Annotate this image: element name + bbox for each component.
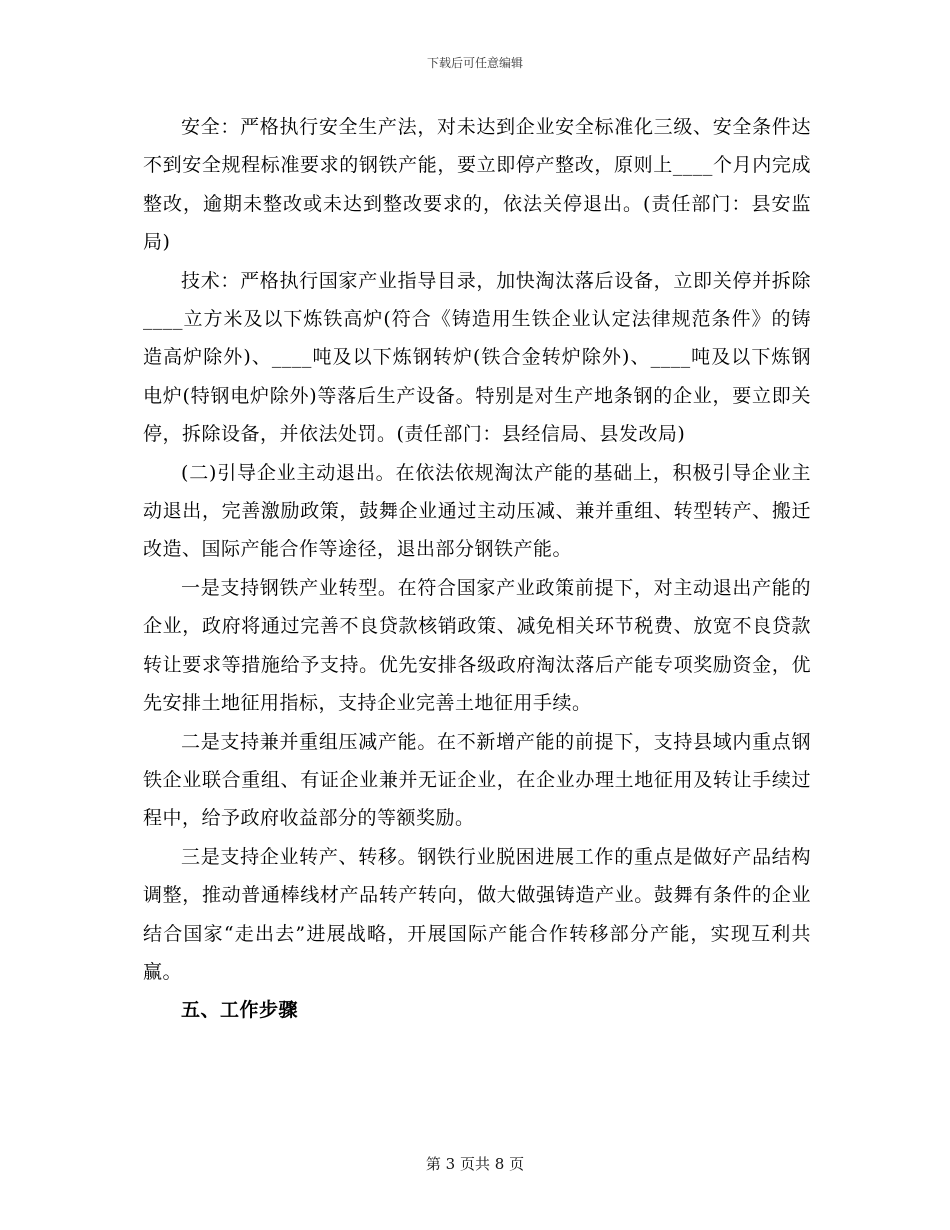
paragraph-support-transfer: 三是支持企业转产、转移。钢铁行业脱困进展工作的重点是做好产品结构调整，推动普通棒线材产品转产转向，做大做强铸造产业。鼓舞有条件的企业结合国家“走出去”进展战略，开展国际产能合作转移部分产能，实现互利共赢。 (143, 845, 811, 983)
paragraph-support-transformation: 一是支持钢铁产业转型。在符合国家产业政策前提下，对主动退出产能的企业，政府将通过完善不良贷款核销政策、减免相关环节税费、放宽不良贷款转让要求等措施给予支持。优先安排各级政府淘汰落后产能专项奖励资金，优先安排土地征用指标，支持企业完善土地征用手续。 (143, 576, 811, 715)
paragraph-support-merger: 二是支持兼并重组压减产能。在不新增产能的前提下，支持县域内重点钢铁企业联合重组、有证企业兼并无证企业，在企业办理土地征用及转让手续过程中，给予政府收益部分的等额奖励。 (143, 730, 811, 830)
section-heading: 五、工作步骤 (181, 999, 299, 1022)
paragraph-technology: 技术：严格执行国家产业指导目录，加快淘汰落后设备，立即关停并拆除____立方米及以下炼铁高炉(符合《铸造用生铁企业认定法律规范条件》的铸造高炉除外)、____吨及以下炼钢转炉(铁合金转炉除外)、____吨及以下炼钢电炉(特钢电炉除外)等落后生产设备。特别是对生产地条钢的企业，要立即关停，拆除设备，并依法处罚。(责任部门：县经信局、县发改局) (143, 269, 811, 446)
paragraph-safety: 安全：严格执行安全生产法，对未达到企业安全标准化三级、安全条件达不到安全规程标准要求的钢铁产能，要立即停产整改，原则上____个月内完成整改，逾期未整改或未达到整改要求的，依法关停退出。(责任部门：县安监局) (143, 116, 811, 254)
document-body (143, 108, 811, 1030)
page-header: 下载后可任意编辑 (426, 56, 523, 70)
page-footer: 第 3 页共 8 页 (425, 1155, 525, 1173)
paragraph-guide-exit: (二)引导企业主动退出。在依法依规淘汰产能的基础上，积极引导企业主动退出，完善激励政策，鼓舞企业通过主动压减、兼并重组、转型转产、搬迁改造、国际产能合作等途径，退出部分钢铁产能。 (143, 461, 811, 561)
